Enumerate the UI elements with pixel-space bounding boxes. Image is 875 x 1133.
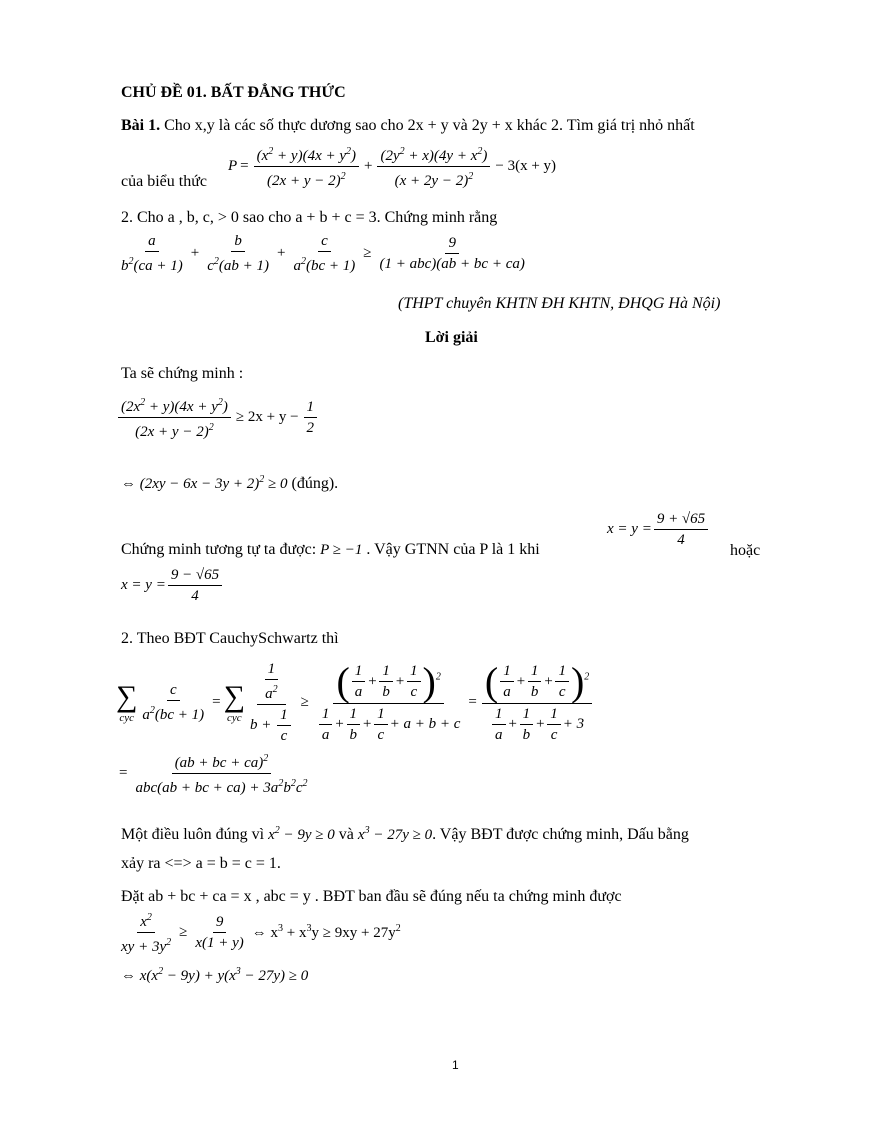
min-note: . Vậy GTNN của P là 1 khi xyxy=(366,541,540,558)
problem-1-statement xyxy=(121,117,695,135)
formula-cauchy-result: = $\frac{(ab + bc + ca)^2}{abc(ab + bc + ca) + 3a^2b^2c^2}$ xyxy=(116,750,312,797)
page-number: 1 xyxy=(452,1058,459,1072)
formula-p: P = $\frac{(x^2 + y)(4x + y^2)}{(2x + y - 2)^2}$ + $\frac{(2y^2 + x)(4y + x^2)}{(x + 2y - 2)^2}$ − 3(x + y) xyxy=(228,143,559,190)
equality-case: xảy ra <=> a = b = c = 1. xyxy=(121,855,281,872)
correct-note: (đúng). xyxy=(291,475,339,492)
always-tail: . Vậy BĐT được chứng minh, Dấu bằng xyxy=(432,826,689,843)
formula-substituted: $\frac{x^2}{xy + 3y^2}$ ≥ $\frac{9}{x(1 + y)}$ ⇔ $x^3 + x^3y \ge 9xy + 27y^2$ xyxy=(116,909,404,956)
problem-1-expr-lead: của biểu thức xyxy=(121,173,207,190)
page-heading: CHỦ ĐỀ 01. BẤT ĐẲNG THỨC xyxy=(121,84,346,101)
always-lead: Một điều luôn đúng vì xyxy=(121,826,265,843)
equivalence-line: ⇔ $(2xy - 6x - 3y + 2)^2 \ge 0$ (đúng). xyxy=(121,474,339,492)
always-line: Một điều luôn đúng vì $x^2 - 9y \ge 0$ và $x^3 - 27y \ge 0$. Vậy BĐT được chứng minh, Dấu bằng xyxy=(121,825,689,843)
or-word: hoặc xyxy=(730,542,761,559)
and-word: và xyxy=(338,826,354,843)
problem-1-text: Cho x,y là các số thực dương sao cho 2x + y và 2y + x khác 2. Tìm giá trị nhỏ nhất xyxy=(160,117,695,134)
part-2-lead: 2. Theo BĐT CauchySchwartz thì xyxy=(121,630,339,647)
formula-cauchy-schwarz: ∑ cyc $\frac{c}{a^2(bc + 1)}$ = ∑ cyc $\frac{1}{a^2}$ b + $\frac{1}{c}$ ≥ ( $\frac{1}{a}$ + $\frac{1}{b}$ + $\frac{1}{c}$ )$^2$ $\frac{1}{a}$ + $\frac{1}{b}$ + $\frac{1}{c}$ + a + b + c = ( $\frac{1}{a}$ + $\frac{1}{b}$ + $\frac{1}{c}$ )$^2$ $\frac{1}{a}$ + $\frac{1}{b}$ + $\frac{1}{c}$ + 3 xyxy=(116,660,594,745)
problem-source: (THPT chuyên KHTN ĐH KHTN, ĐHQG Hà Nội) xyxy=(398,295,721,312)
formula-x-plus: x = y = $\frac{9 + √65}{4}$ xyxy=(607,510,710,549)
substitution-line: Đặt ab + bc + ca = x , abc = y . BĐT ban đầu sẽ đúng nếu ta chứng minh được xyxy=(121,888,622,905)
problem-1-label: Bài 1. xyxy=(121,117,161,134)
solution-title: Lời giải xyxy=(425,329,478,346)
solution-intro: Ta sẽ chứng minh : xyxy=(121,365,244,382)
similar-line: Chứng minh tương tự ta được: P ≥ −1 . Vậy GTNN của P là 1 khi xyxy=(121,541,540,558)
similar-lead: Chứng minh tương tự ta được: xyxy=(121,541,317,558)
formula-problem-2: $\frac{a}{b^2(ca + 1)}$ + $\frac{b}{c^2(ab + 1)}$ + $\frac{c}{a^2(bc + 1)}$ ≥ $\frac{9}{\text{(1 + abc)(ab + bc + ca)}}$ xyxy=(121,233,525,274)
problem-2-statement: 2. Cho a , b, c, > 0 sao cho a + b + c = 3. Chứng minh rằng xyxy=(121,209,498,226)
formula-lemma: $\frac{(2x^2 + y)(4x + y^2)}{(2x + y - 2)^2}$ ≥ 2x + y − $\frac{1}{2}$ xyxy=(116,394,319,441)
formula-x-minus: x = y = $\frac{9 - √65}{4}$ xyxy=(121,566,224,605)
formula-final: ⇔ $x(x^2 - 9y) + y(x^3 - 27y) \ge 0$ xyxy=(121,966,309,984)
